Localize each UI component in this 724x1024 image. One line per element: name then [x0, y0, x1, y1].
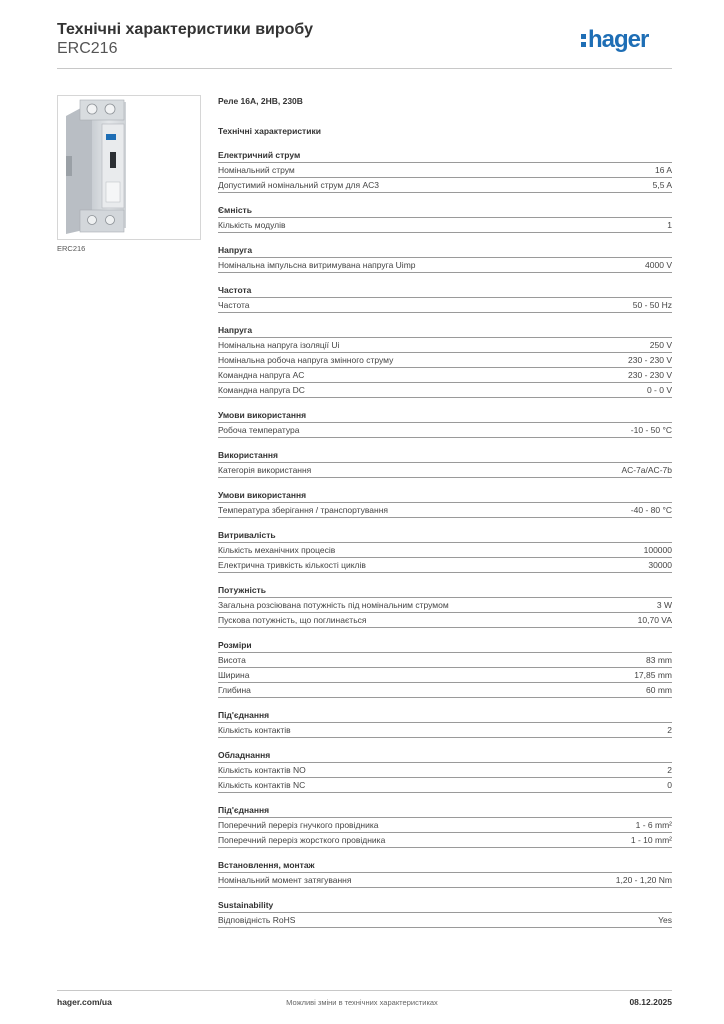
spec-label: Загальна розсіювана потужність під номінальним струмом	[218, 600, 449, 610]
spec-value: Yes	[658, 915, 672, 925]
spec-label: Кількість модулів	[218, 220, 286, 230]
footer-divider	[57, 990, 672, 991]
hager-logo-icon	[580, 26, 672, 56]
spec-label: Глибина	[218, 685, 251, 695]
relay-device-icon	[58, 96, 200, 239]
section-title: Розміри	[218, 639, 672, 653]
spec-section	[218, 899, 672, 928]
spec-row	[218, 778, 672, 793]
section-title: Напруга	[218, 324, 672, 338]
spec-value: 60 mm	[646, 685, 672, 695]
spec-value: 5,5 A	[652, 180, 672, 190]
spec-label: Командна напруга DC	[218, 385, 305, 395]
product-code: ERC216	[57, 40, 118, 57]
section-title: Витривалість	[218, 529, 672, 543]
section-title: Обладнання	[218, 749, 672, 763]
spec-row	[218, 873, 672, 888]
spec-row	[218, 383, 672, 398]
spec-section	[218, 449, 672, 478]
spec-heading: Технічні характеристики	[218, 126, 321, 136]
spec-label: Кількість контактів NC	[218, 780, 306, 790]
document-title: Технічні характеристики виробу	[57, 21, 313, 38]
spec-value: 250 V	[649, 340, 672, 350]
spec-section	[218, 244, 672, 273]
footer-note: Можливі зміни в технічних характеристиках	[286, 998, 438, 1007]
spec-row	[218, 338, 672, 353]
spec-label: Частота	[218, 300, 250, 310]
spec-row	[218, 463, 672, 478]
spec-row	[218, 683, 672, 698]
svg-text:hager: hager	[588, 26, 649, 53]
spec-value: 50 - 50 Hz	[632, 300, 672, 310]
spec-row	[218, 763, 672, 778]
spec-value: 2	[667, 765, 672, 775]
spec-label: Ширина	[218, 670, 250, 680]
spec-label: Кількість контактів NO	[218, 765, 306, 775]
section-title: Умови використання	[218, 409, 672, 423]
spec-value: 1,20 - 1,20 Nm	[615, 875, 672, 885]
spec-row	[218, 163, 672, 178]
spec-value: 10,70 VA	[637, 615, 672, 625]
spec-value: 100000	[643, 545, 672, 555]
spec-row	[218, 503, 672, 518]
spec-section	[218, 284, 672, 313]
spec-label: Висота	[218, 655, 246, 665]
spec-label: Номінальний момент затягування	[218, 875, 352, 885]
spec-row	[218, 598, 672, 613]
spec-value: 1 - 10 mm²	[630, 835, 672, 845]
section-title: Під'єднання	[218, 804, 672, 818]
spec-section	[218, 709, 672, 738]
spec-row	[218, 818, 672, 833]
spec-content	[218, 94, 672, 928]
section-title: Ємність	[218, 204, 672, 218]
spec-label: Електрична тривкість кількості циклів	[218, 560, 366, 570]
footer-date: 08.12.2025	[629, 997, 672, 1007]
section-title: Напруга	[218, 244, 672, 258]
spec-row	[218, 613, 672, 628]
spec-value: 4000 V	[645, 260, 672, 270]
spec-label: Номінальна напруга ізоляції Ui	[218, 340, 340, 350]
spec-label: Поперечний переріз жорсткого провідника	[218, 835, 386, 845]
spec-label: Кількість механічних процесів	[218, 545, 336, 555]
spec-label: Номінальна імпульсна витримувана напруга Uimp	[218, 260, 416, 270]
spec-value: 1 - 6 mm²	[635, 820, 672, 830]
spec-value: 230 - 230 V	[628, 370, 672, 380]
spec-label: Робоча температура	[218, 425, 300, 435]
section-title: Частота	[218, 284, 672, 298]
section-title: Sustainability	[218, 899, 672, 913]
spec-value: 0 - 0 V	[646, 385, 672, 395]
spec-section	[218, 859, 672, 888]
spec-section	[218, 204, 672, 233]
spec-label: Температура зберігання / транспортування	[218, 505, 389, 515]
spec-row	[218, 298, 672, 313]
spec-value: 3 W	[656, 600, 672, 610]
section-title: Встановлення, монтаж	[218, 859, 672, 873]
spec-row	[218, 833, 672, 848]
spec-row	[218, 558, 672, 573]
spec-row	[218, 353, 672, 368]
spec-value: -10 - 50 °C	[630, 425, 672, 435]
section-title: Умови використання	[218, 489, 672, 503]
spec-row	[218, 668, 672, 683]
spec-value: -40 - 80 °C	[630, 505, 672, 515]
spec-label: Пускова потужність, що поглинається	[218, 615, 367, 625]
section-title: Потужність	[218, 584, 672, 598]
spec-value: 0	[667, 780, 672, 790]
spec-label: Командна напруга AC	[218, 370, 305, 380]
spec-sections	[218, 149, 672, 928]
product-title: Реле 16А, 2НВ, 230В	[218, 96, 303, 106]
spec-section	[218, 749, 672, 793]
spec-row	[218, 913, 672, 928]
spec-value: 17,85 mm	[634, 670, 672, 680]
spec-value: 2	[667, 725, 672, 735]
spec-row	[218, 723, 672, 738]
spec-value: 16 A	[654, 165, 672, 175]
spec-section	[218, 804, 672, 848]
spec-label: Кількість контактів	[218, 725, 291, 735]
spec-label: Поперечний переріз гнучкого провідника	[218, 820, 379, 830]
spec-row	[218, 258, 672, 273]
spec-label: Номінальна робоча напруга змінного струму	[218, 355, 394, 365]
image-caption: ERC216	[57, 244, 86, 253]
footer-website[interactable]: hager.com/ua	[57, 997, 112, 1007]
spec-row	[218, 178, 672, 193]
spec-label: Відповідність RoHS	[218, 915, 296, 925]
spec-label: Номінальний струм	[218, 165, 295, 175]
spec-section	[218, 409, 672, 438]
spec-section	[218, 584, 672, 628]
spec-section	[218, 149, 672, 193]
spec-label: Допустимий номінальний струм для AC3	[218, 180, 379, 190]
header-divider	[57, 68, 672, 69]
section-title: Використання	[218, 449, 672, 463]
spec-section	[218, 489, 672, 518]
spec-value: AC-7a/AC-7b	[621, 465, 672, 475]
spec-value: 30000	[648, 560, 672, 570]
spec-row	[218, 653, 672, 668]
section-title: Під'єднання	[218, 709, 672, 723]
spec-label: Категорія використання	[218, 465, 312, 475]
section-title: Електричний струм	[218, 149, 672, 163]
spec-value: 83 mm	[646, 655, 672, 665]
spec-row	[218, 368, 672, 383]
spec-section	[218, 529, 672, 573]
spec-value: 230 - 230 V	[628, 355, 672, 365]
spec-row	[218, 423, 672, 438]
spec-section	[218, 324, 672, 398]
spec-section	[218, 639, 672, 698]
spec-row	[218, 218, 672, 233]
spec-row	[218, 543, 672, 558]
spec-value: 1	[667, 220, 672, 230]
hager-logo	[580, 26, 672, 56]
product-image	[57, 95, 201, 240]
